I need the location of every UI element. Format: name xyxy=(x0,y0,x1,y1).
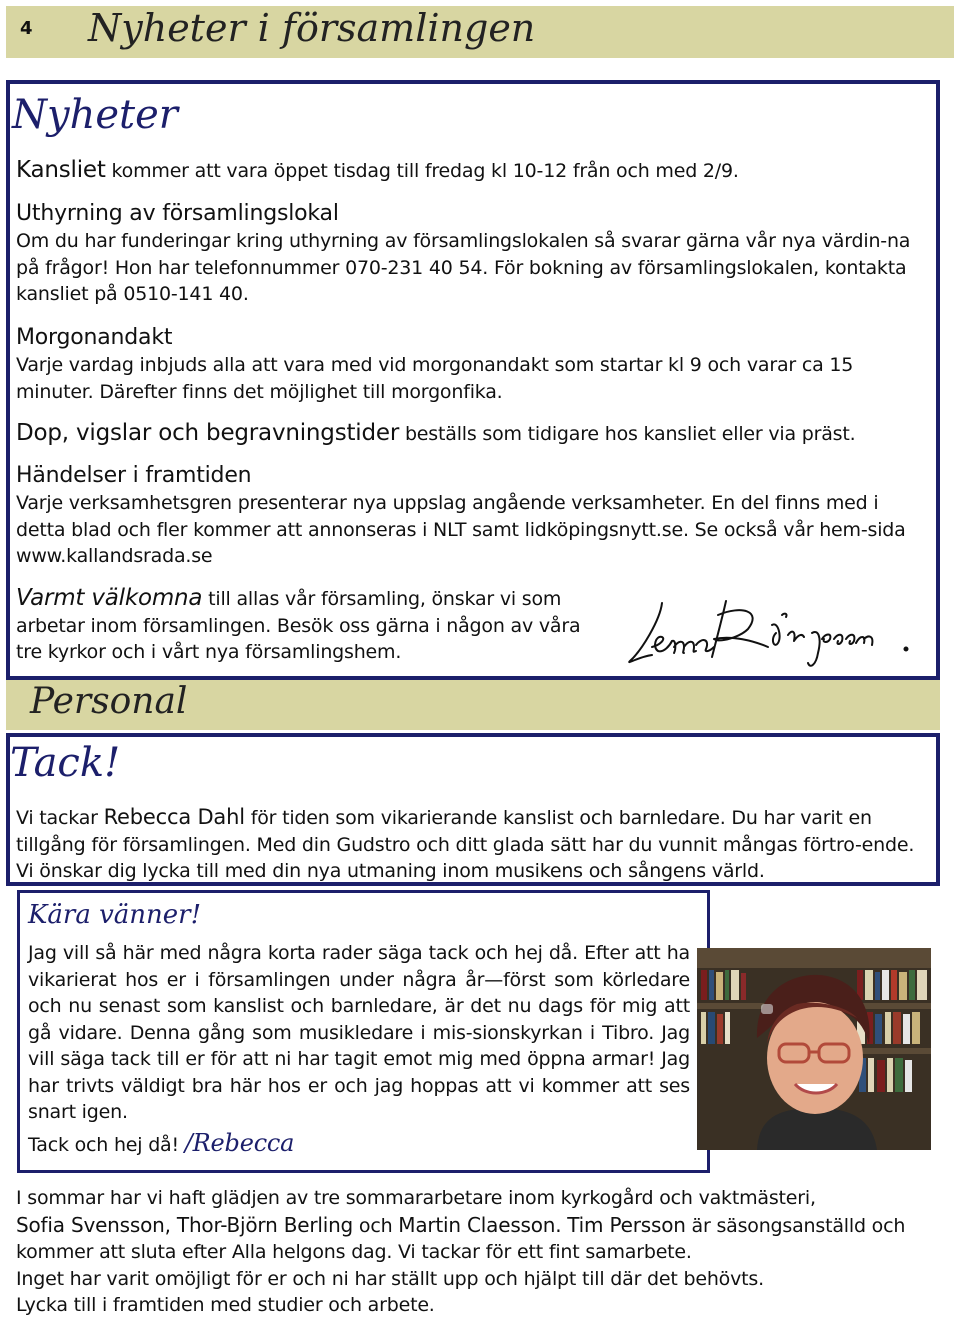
pastor-signature xyxy=(622,595,922,675)
sommar-line-3: Inget har varit omöjligt för er och ni har ställt upp och hjälpt till där det behövts. xyxy=(16,1267,764,1290)
sommar-name-1: Sofia Svensson, Thor-Björn Berling xyxy=(16,1212,354,1237)
nyheter-heading: Nyheter xyxy=(12,92,178,138)
morgonandakt-heading: Morgonandakt xyxy=(16,325,173,350)
letter-heading: Kära vänner! xyxy=(28,900,202,930)
handelser-heading: Händelser i framtiden xyxy=(16,463,252,488)
handelser-text: Varje verksamhetsgren presenterar nya uppslag angående verksamheter. En del finns med i detta blad och fler kommer att annonseras i NLT samt lidköpingsnytt.se. Se också vår hem-sida www.kallandsrada.se xyxy=(16,492,906,567)
tack-text-after: för tiden som vikarierande kanslist och barnledare. Du har varit en tillgång för församlingen. Med din Gudstro och ditt glada sätt har du vunnit mångas förtro-ende. Vi önskar dig lycka till med din nya utmaning inom musikens och sångens värld. xyxy=(16,807,915,882)
tack-text-before: Vi tackar xyxy=(16,807,104,829)
valkomna-lead: Varmt välkomna xyxy=(16,585,203,611)
morgonandakt-section xyxy=(16,324,931,405)
personal-heading: Personal xyxy=(30,681,188,722)
uthyrning-section xyxy=(16,200,931,308)
sommar-name-3: Tim Persson xyxy=(567,1212,686,1237)
letter-closing-line xyxy=(28,1130,688,1159)
sommar-line-4: Lycka till i framtiden med studier och arbete. xyxy=(16,1294,435,1316)
sommar-section xyxy=(16,1185,936,1319)
uthyrning-heading: Uthyrning av församlingslokal xyxy=(16,201,339,226)
handelser-section xyxy=(16,462,931,570)
letter-signature: /Rebecca xyxy=(184,1129,295,1157)
kansliet-text: kommer att vara öppet tisdag till fredag kl 10-12 från och med 2/9. xyxy=(105,160,739,182)
kansliet-paragraph xyxy=(16,157,931,185)
sommar-name-2: Martin Claesson. xyxy=(398,1212,562,1237)
tack-paragraph xyxy=(16,804,931,885)
portrait-photo xyxy=(697,948,931,1150)
sommar-line-1: I sommar har vi haft glädjen av tre sommararbetare inom kyrkogård och vaktmästeri, xyxy=(16,1187,816,1209)
valkomna-text: till allas vår församling, önskar vi som arbetar inom församlingen. Besök oss gärna i någon av våra tre kyrkor och i vårt nya församlingshem. xyxy=(16,588,581,663)
sommar-och: och xyxy=(353,1214,399,1237)
sommar-line-2 xyxy=(16,1212,936,1266)
kansliet-lead: Kansliet xyxy=(16,157,106,183)
tack-heading: Tack! xyxy=(10,740,121,786)
page-title: Nyheter i församlingen xyxy=(88,6,536,50)
dop-paragraph xyxy=(16,420,931,448)
letter-closing: Tack och hej då! xyxy=(28,1134,185,1156)
uthyrning-text: Om du har funderingar kring uthyrning av församlingslokalen så svarar gärna vår nya värdin-na på frågor! Hon har telefonnummer 070-231 40 54. För bokning av församlingslokalen, kontakta kansliet på 0510-141 40. xyxy=(16,230,911,305)
tack-name: Rebecca Dahl xyxy=(103,805,245,829)
dop-text: beställs som tidigare hos kansliet eller via präst. xyxy=(399,423,856,445)
morgonandakt-text: Varje vardag inbjuds alla att vara med vid morgonandakt som startar kl 9 och varar ca 15 minuter. Därefter finns det möjlighet till morgonfika. xyxy=(16,354,854,403)
dop-lead: Dop, vigslar och begravningstider xyxy=(16,420,400,446)
sommar-line-2-rest: är säsongsanställd och kommer att sluta efter Alla helgons dag. Vi tackar för ett fint samarbete. xyxy=(16,1214,906,1263)
valkomna-paragraph xyxy=(16,585,601,666)
letter-body: Jag vill så här med några korta rader säga tack och hej då. Efter att ha vikarierat hos er i församlingen under några år—först som körledare och nu senast som kanslist och barnledare, är det nu dags för mig att gå vidare. Denna gång som musikledare i mis-sionskyrkan i Tibro. Jag vill säga tack till er för att ni har tagit emot mig med öppna armar! Jag har trivts väldigt bra här hos er och jag hoppas att vi kommer att ses snart igen. xyxy=(28,942,690,1123)
page-number: 4 xyxy=(20,18,33,39)
